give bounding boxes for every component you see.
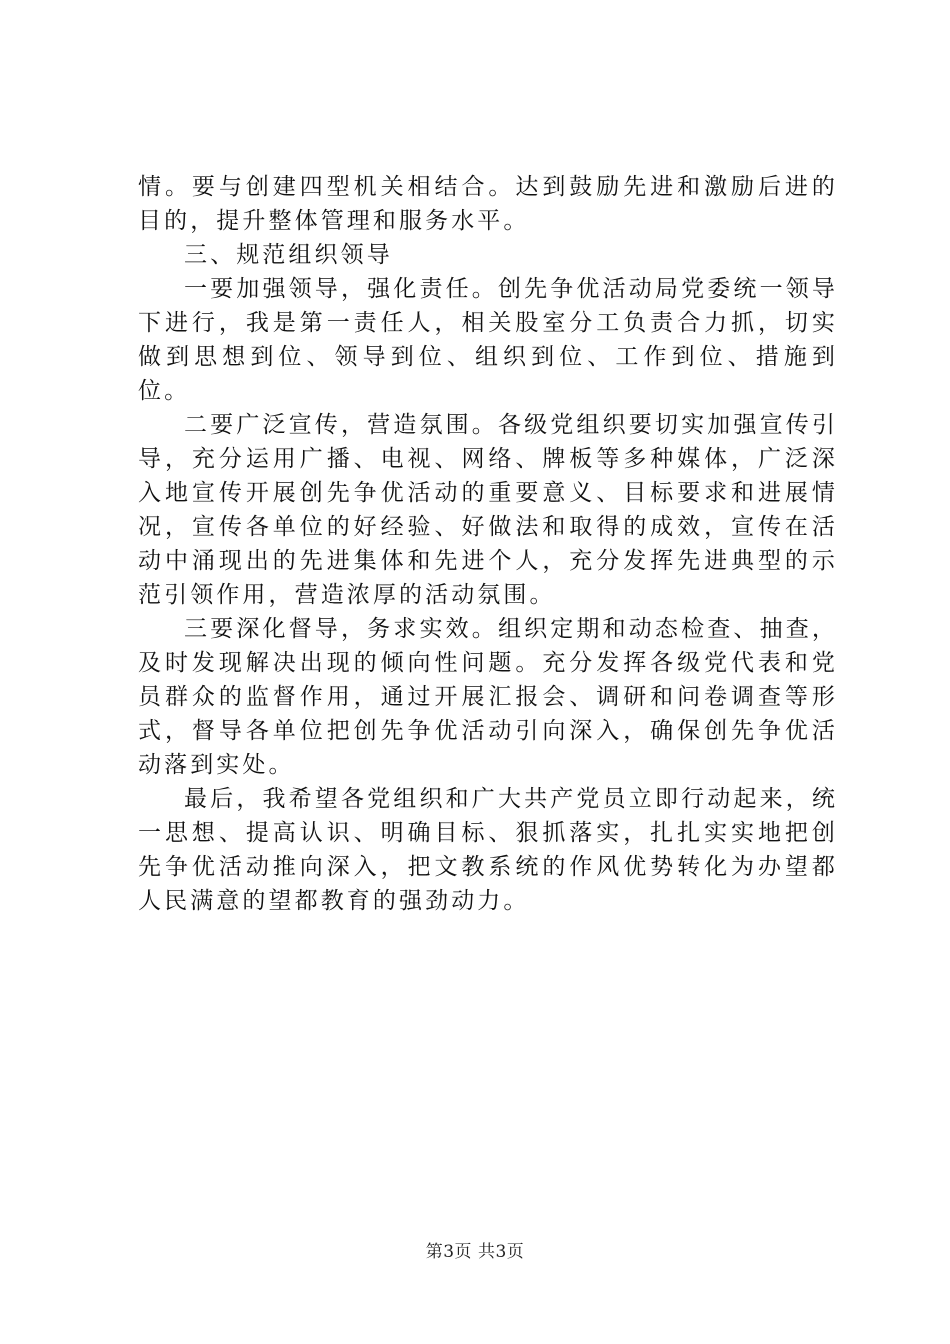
paragraph-supervision: 三要深化督导，务求实效。组织定期和动态检查、抽查，及时发现解决出现的倾向性问题。充分发挥各级党代表和党员群众的监督作用，通过开展汇报会、调研和问卷调查等形式，督导各单位把创先争优活动引向深入，确保创先争优活动落到实处。 (138, 616, 838, 778)
paragraph-publicity: 二要广泛宣传，营造氛围。各级党组织要切实加强宣传引导，充分运用广播、电视、网络、牌板等多种媒体，广泛深入地宣传开展创先争优活动的重要意义、目标要求和进展情况，宣传各单位的好经验、好做法和取得的成效，宣传在活动中涌现出的先进集体和先进个人，充分发挥先进典型的示范引领作用，营造浓厚的活动氛围。 (138, 412, 838, 608)
page-number-footer: 第3页 共3页 (425, 1242, 525, 1262)
paragraph-continuation: 情。要与创建四型机关相结合。达到鼓励先进和激励后进的目的，提升整体管理和服务水平。 (138, 174, 838, 234)
section-heading: 三、规范组织领导 (184, 242, 393, 268)
paragraph-leadership: 一要加强领导，强化责任。创先争优活动局党委统一领导下进行，我是第一责任人，相关股室分工负责合力抓，切实做到思想到位、领导到位、组织到位、工作到位、措施到位。 (138, 276, 838, 404)
paragraph-conclusion: 最后，我希望各党组织和广大共产党员立即行动起来，统一思想、提高认识、明确目标、狠抓落实，扎扎实实地把创先争优活动推向深入，把文教系统的作风优势转化为办望都人民满意的望都教育的强劲动力。 (138, 786, 838, 914)
document-body (138, 170, 838, 918)
